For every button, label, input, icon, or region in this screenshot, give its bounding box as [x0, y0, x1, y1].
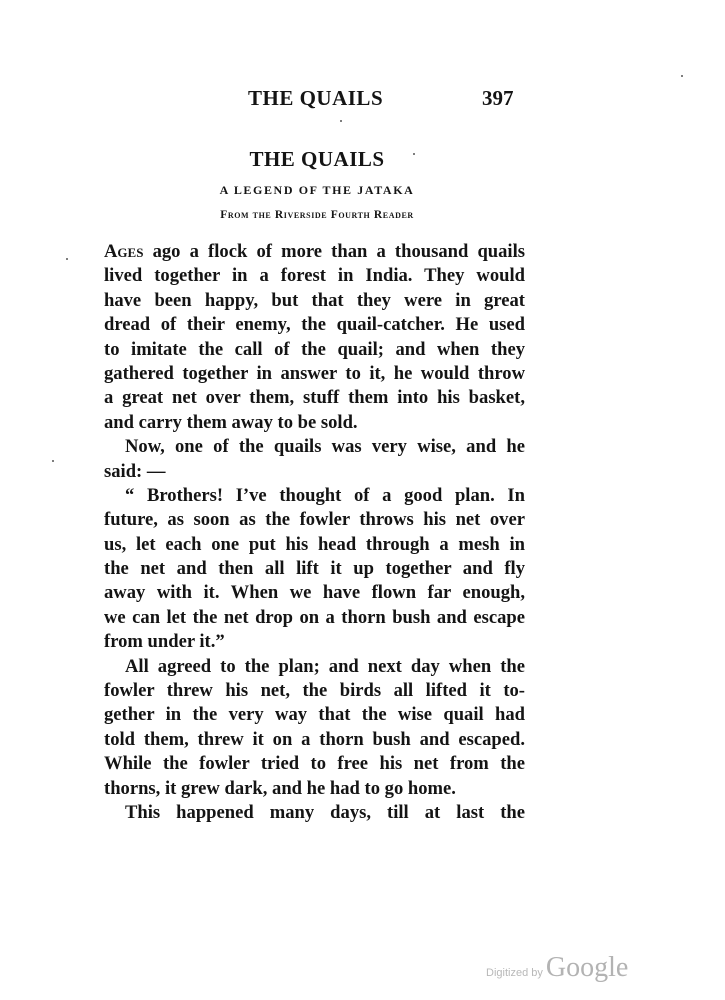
text-line — [104, 240, 525, 264]
text-line: dread of their enemy, the quail-catcher. He used — [104, 314, 525, 336]
scan-speck — [413, 153, 415, 155]
text-line: us, let each one put his head through a mesh in — [104, 533, 525, 555]
running-head: THE QUAILS — [248, 86, 384, 110]
scan-speck — [681, 75, 683, 77]
text-line: lived together in a forest in India. They would — [104, 265, 525, 287]
text-line: future, as soon as the fowler throws his net over — [104, 509, 525, 531]
scan-speck — [52, 460, 54, 462]
drop-word: Ages — [104, 241, 144, 262]
text-line: from under it.” — [104, 631, 225, 653]
text-line: gether in the very way that the wise quail had — [104, 704, 525, 726]
text-line: fowler threw his net, the birds all lifted it to- — [104, 680, 525, 702]
text-line: have been happy, but that they were in great — [104, 289, 525, 311]
body-text — [104, 240, 525, 825]
digitized-watermark — [486, 952, 628, 984]
page-number: 397 — [482, 86, 514, 110]
text-line: gathered together in answer to it, he would throw — [104, 362, 525, 384]
story-subtitle: A LEGEND OF THE JATAKA — [219, 183, 415, 197]
text-line: thorns, it grew dark, and he had to go home. — [104, 777, 456, 799]
text-line: and carry them away to be sold. — [104, 411, 358, 433]
text-line: Now, one of the quails was very wise, and he — [125, 436, 525, 458]
text-line: to imitate the call of the quail; and when they — [104, 338, 525, 360]
google-logo: Google — [545, 952, 629, 983]
story-title: THE QUAILS — [249, 147, 385, 171]
text-line: told them, threw it on a thorn bush and escaped. — [104, 728, 525, 750]
text-line: This happened many days, till at last the — [125, 801, 525, 823]
text-line-rest: ago a flock of more than a thousand quails — [143, 241, 525, 262]
text-line: the net and then all lift it up together and fly — [104, 558, 525, 580]
text-line: “ Brothers! I’ve thought of a good plan. In — [125, 484, 525, 506]
text-line: we can let the net drop on a thorn bush and escape — [104, 606, 525, 628]
text-line: away with it. When we have flown far enough, — [104, 582, 525, 604]
text-line: While the fowler tried to free his net from the — [104, 753, 525, 775]
story-source: From the Riverside Fourth Reader — [220, 209, 414, 221]
scan-speck — [340, 120, 342, 122]
text-line: All agreed to the plan; and next day when the — [125, 655, 525, 677]
text-line: a great net over them, stuff them into his basket, — [104, 387, 525, 409]
digitized-by-label: Digitized by — [486, 967, 543, 979]
text-line: said: — — [104, 460, 166, 482]
scan-speck — [66, 258, 68, 260]
